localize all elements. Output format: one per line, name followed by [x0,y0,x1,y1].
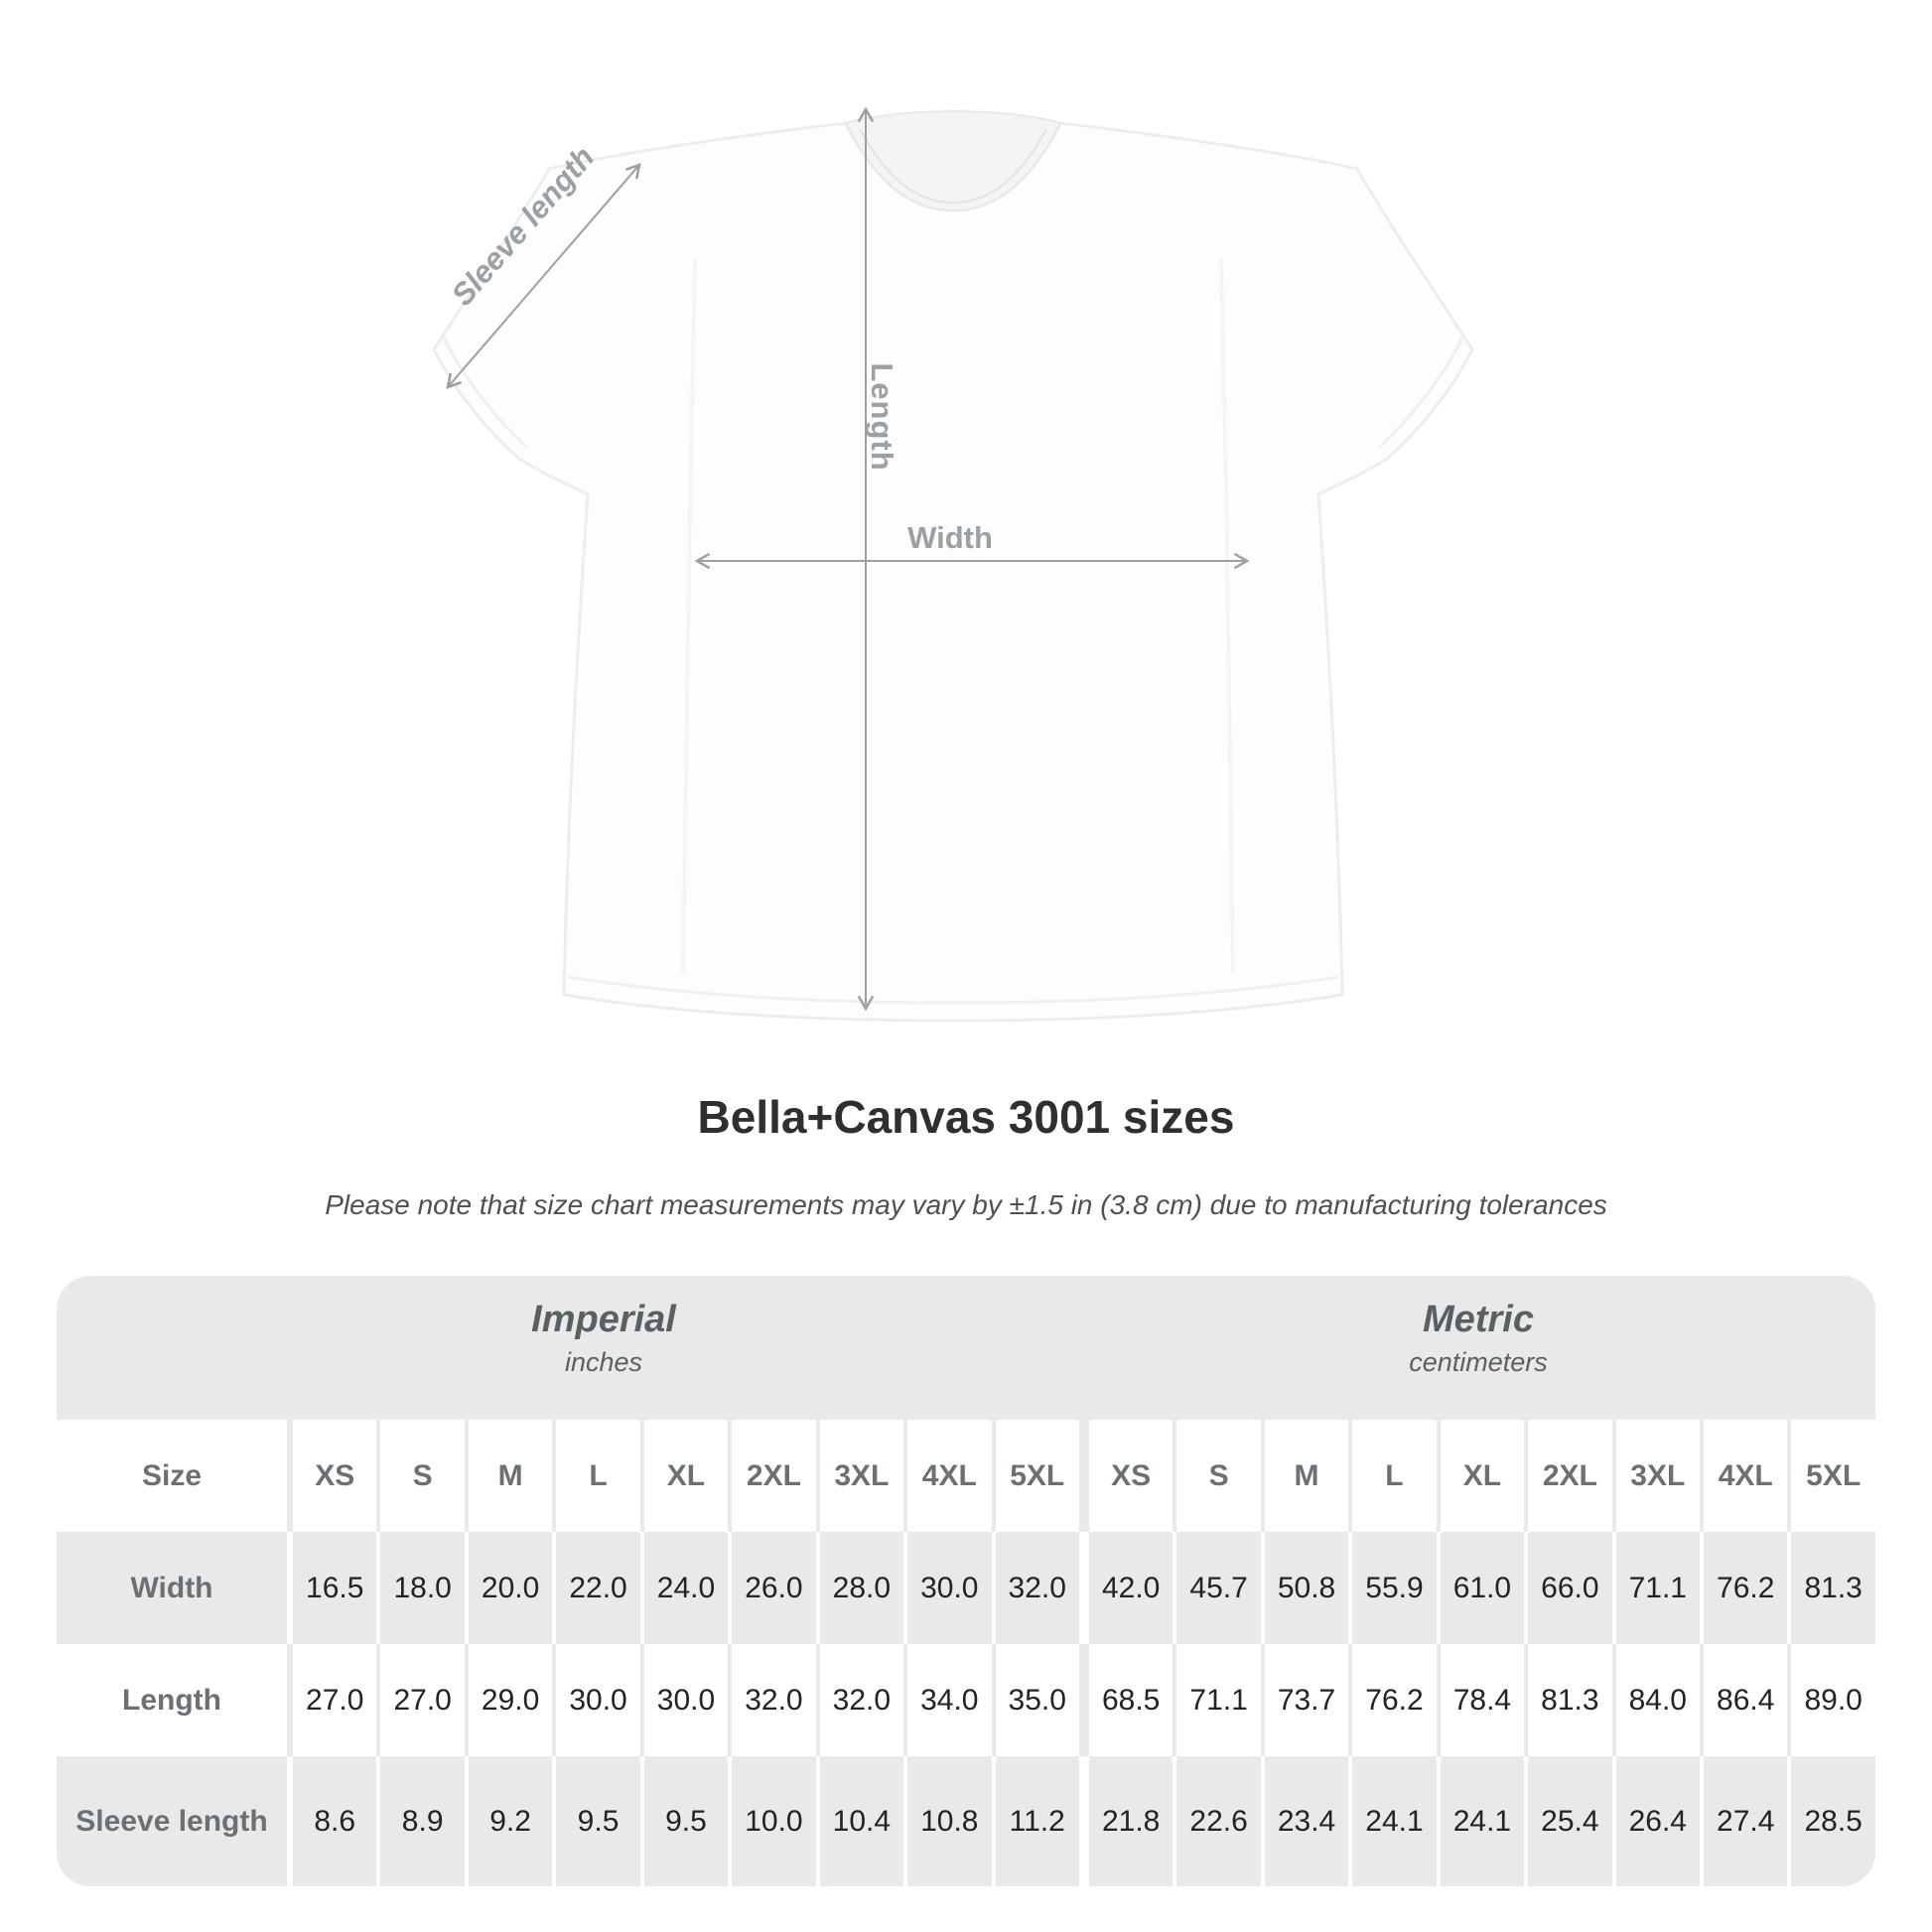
size-header-row-cell: 3XL [1616,1420,1700,1532]
table-row-sleeve-length-cell: 9.2 [469,1756,552,1886]
metric-group-header [1409,1276,1548,1377]
table-row-length-cell: 81.3 [1528,1644,1611,1756]
table-row-width-cell: 18.0 [380,1532,464,1644]
table-row-width-cell: 16.5 [293,1532,376,1644]
table-row-sleeve-length-cell: 25.4 [1528,1756,1611,1886]
table-row-width-cell: 61.0 [1441,1532,1524,1644]
table-row-width-cell: 50.8 [1265,1532,1348,1644]
size-header-row-cell: XL [1441,1420,1524,1532]
size-header-row-cell: L [1352,1420,1436,1532]
table-row-length-cell: 27.0 [293,1644,376,1756]
table-row-sleeve-length-cell: 28.5 [1791,1756,1874,1886]
table-row-width-cell: 45.7 [1176,1532,1260,1644]
table-row-width-cell: 32.0 [996,1532,1079,1644]
table-row-length-cell: 34.0 [907,1644,991,1756]
table-row-length-label: Length [57,1644,287,1756]
table-row-sleeve-length-cell: 24.1 [1441,1756,1524,1886]
table-row-sleeve-length-cell: 8.9 [380,1756,464,1886]
table-row-width-cell: 30.0 [907,1532,991,1644]
table-row-length-cell: 89.0 [1791,1644,1874,1756]
table-row-length-cell: 76.2 [1352,1644,1436,1756]
table-row-sleeve-length-cell: 9.5 [644,1756,728,1886]
width-label: Width [907,520,993,555]
size-table-rows [57,1420,1875,1886]
imperial-group-header [531,1276,676,1377]
size-header-row-cell: 3XL [820,1420,903,1532]
table-row-width-cell: 55.9 [1352,1532,1436,1644]
table-row-length-cell: 29.0 [469,1644,552,1756]
table-row-sleeve-length-cell: 24.1 [1352,1756,1436,1886]
table-row-sleeve-length-cell: 22.6 [1176,1756,1260,1886]
table-row-width-cell: 81.3 [1791,1532,1874,1644]
table-row-length-cell: 84.0 [1616,1644,1700,1756]
table-row-width-cell: 26.0 [732,1532,815,1644]
size-table [57,1276,1875,1886]
length-label: Length [865,362,899,472]
size-header-row-cell: 2XL [1528,1420,1611,1532]
size-header-row-cell: S [1176,1420,1260,1532]
table-row-width-cell: 20.0 [469,1532,552,1644]
table-row-width-cell: 42.0 [1089,1532,1173,1644]
metric-group-title: Metric [1423,1299,1534,1340]
imperial-group-title: Imperial [531,1299,676,1340]
table-row-width-label: Width [57,1532,287,1644]
size-header-row-cell: M [469,1420,552,1532]
metric-group-unit: centimeters [1409,1347,1548,1377]
table-row-length-cell: 86.4 [1704,1644,1787,1756]
table-row-sleeve-length-cell: 10.0 [732,1756,815,1886]
size-header-row-cell: 4XL [1704,1420,1787,1532]
table-row-sleeve-length-cell: 27.4 [1704,1756,1787,1886]
table-row-width-cell: 76.2 [1704,1532,1787,1644]
size-header-row-cell: S [380,1420,464,1532]
table-row-sleeve-length-cell: 23.4 [1265,1756,1348,1886]
table-row-width-cell: 28.0 [820,1532,903,1644]
size-header-row-cell: 4XL [907,1420,991,1532]
tolerance-note: Please note that size chart measurements may vary by ±1.5 in (3.8 cm) due to manufacturing tolerances [325,1189,1607,1220]
table-row-length-cell: 35.0 [996,1644,1079,1756]
page-title: Bella+Canvas 3001 sizes [697,1091,1235,1143]
table-row-sleeve-length-label: Sleeve length [57,1756,287,1886]
table-row-length-cell: 71.1 [1176,1644,1260,1756]
size-header-row-cell: L [556,1420,639,1532]
size-header-row-cell: M [1265,1420,1348,1532]
table-row-length-cell: 30.0 [644,1644,728,1756]
table-row-length-cell: 30.0 [556,1644,639,1756]
table-row-length-cell: 73.7 [1265,1644,1348,1756]
table-row-width-cell: 22.0 [556,1532,639,1644]
sleeve-length-label: Sleeve length [444,139,602,313]
imperial-group-unit: inches [564,1347,643,1377]
size-header-row-cell: XL [644,1420,728,1532]
size-header-row-cell: 5XL [1791,1420,1874,1532]
table-row-sleeve-length-cell: 10.8 [907,1756,991,1886]
size-header-row-label: Size [57,1420,287,1532]
table-row-sleeve-length [57,1756,1875,1886]
table-row-sleeve-length-cell: 10.4 [820,1756,903,1886]
table-row-width-cell: 66.0 [1528,1532,1611,1644]
table-row-length [57,1644,1875,1756]
table-row-width [57,1532,1875,1644]
size-header-row-cell: XS [293,1420,376,1532]
unit-group-band [57,1276,1875,1420]
table-row-sleeve-length-cell: 21.8 [1089,1756,1173,1886]
table-row-sleeve-length-cell: 26.4 [1616,1756,1700,1886]
table-row-length-cell: 32.0 [732,1644,815,1756]
size-header-row-cell: 5XL [996,1420,1079,1532]
table-row-sleeve-length-cell: 11.2 [996,1756,1079,1886]
table-row-length-cell: 27.0 [380,1644,464,1756]
table-row-sleeve-length-cell: 8.6 [293,1756,376,1886]
table-row-sleeve-length-cell: 9.5 [556,1756,639,1886]
table-row-width-cell: 71.1 [1616,1532,1700,1644]
table-row-width-cell: 24.0 [644,1532,728,1644]
tshirt-graphic [434,111,1472,1021]
size-header-row-cell: XS [1089,1420,1173,1532]
table-row-length-cell: 78.4 [1441,1644,1524,1756]
size-header-row [57,1420,1875,1532]
size-header-row-cell: 2XL [732,1420,815,1532]
table-row-length-cell: 32.0 [820,1644,903,1756]
table-row-length-cell: 68.5 [1089,1644,1173,1756]
